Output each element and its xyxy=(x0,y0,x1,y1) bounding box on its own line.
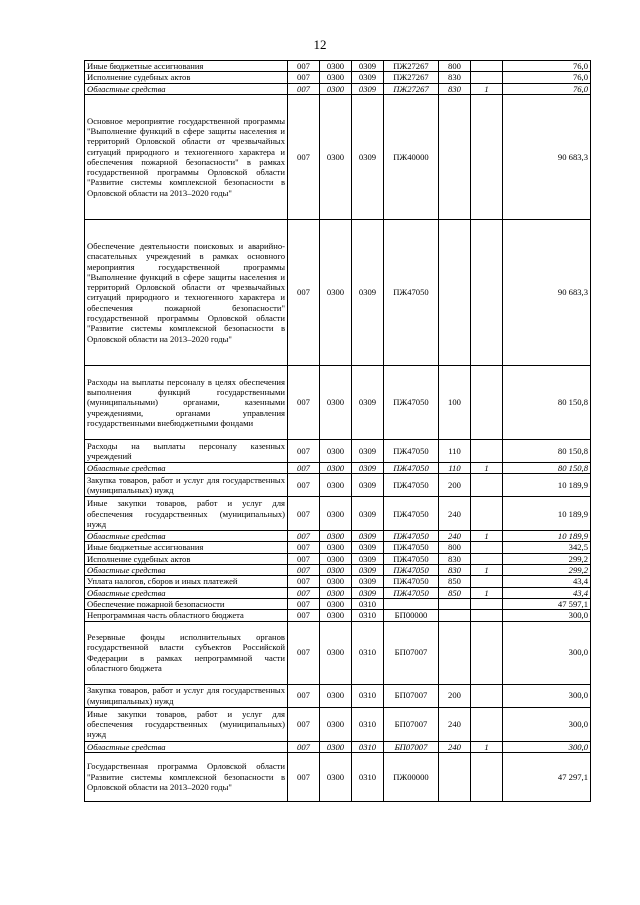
row-name-cell: Обеспечение деятельности поисковых и аварийно-спасательных учреждений в рамках основного мероприятия государственной программы "Выполнение функций в сфере защиты населения и территорий Орловской области от чрезвычайных ситуаций природного и техногенного характера и обеспечения пожарной безопасности" государственной программы Орловской области "Развитие системы комплексной безопасности в Орловской области на 2013–2020 годы" xyxy=(85,219,288,365)
row-rz-cell: 0300 xyxy=(320,531,352,542)
row-rz-cell: 0300 xyxy=(320,219,352,365)
row-name-cell: Иные бюджетные ассигнования xyxy=(85,542,288,553)
row-pr-cell: 0309 xyxy=(352,462,384,473)
row-pr-cell: 0310 xyxy=(352,610,384,621)
table-row xyxy=(85,741,591,752)
row-ved-cell: 007 xyxy=(288,565,320,576)
table-row xyxy=(85,83,591,94)
row-sum-cell: 76,0 xyxy=(503,83,591,94)
table-row xyxy=(85,542,591,553)
row-src-cell: 1 xyxy=(471,741,503,752)
budget-table-body xyxy=(85,61,591,802)
row-pr-cell: 0309 xyxy=(352,587,384,598)
row-ved-cell: 007 xyxy=(288,621,320,684)
row-rz-cell: 0300 xyxy=(320,553,352,564)
row-rz-cell: 0300 xyxy=(320,497,352,531)
row-csr-cell: ПЖ47050 xyxy=(384,365,439,439)
table-row xyxy=(85,610,591,621)
row-rz-cell: 0300 xyxy=(320,565,352,576)
table-row xyxy=(85,462,591,473)
row-csr-cell: БП07007 xyxy=(384,741,439,752)
row-src-cell: 1 xyxy=(471,83,503,94)
row-src-cell xyxy=(471,752,503,801)
table-row xyxy=(85,497,591,531)
row-vr-cell: 240 xyxy=(439,497,471,531)
row-vr-cell: 850 xyxy=(439,576,471,587)
row-vr-cell: 830 xyxy=(439,553,471,564)
row-rz-cell: 0300 xyxy=(320,474,352,497)
row-pr-cell: 0309 xyxy=(352,542,384,553)
row-name-cell: Непрограммная часть областного бюджета xyxy=(85,610,288,621)
row-sum-cell: 300,0 xyxy=(503,741,591,752)
row-pr-cell: 0310 xyxy=(352,752,384,801)
row-src-cell: 1 xyxy=(471,587,503,598)
row-rz-cell: 0300 xyxy=(320,610,352,621)
row-ved-cell: 007 xyxy=(288,219,320,365)
row-csr-cell: БП07007 xyxy=(384,684,439,707)
row-sum-cell: 90 683,3 xyxy=(503,94,591,219)
table-row xyxy=(85,553,591,564)
row-rz-cell: 0300 xyxy=(320,83,352,94)
row-sum-cell: 76,0 xyxy=(503,61,591,72)
row-name-cell: Областные средства xyxy=(85,531,288,542)
row-sum-cell: 80 150,8 xyxy=(503,365,591,439)
row-name-cell: Основное мероприятие государственной программы "Выполнение функций в сфере защиты населения и территорий Орловской области от чрезвычайных ситуаций природного и техногенного характера и обеспечения пожарной безопасности" в рамках государственной программы Орловской области "Развитие системы комплексной безопасности в Орловской области на 2013–2020 годы" xyxy=(85,94,288,219)
row-sum-cell: 47 597,1 xyxy=(503,598,591,609)
row-name-cell: Расходы на выплаты персоналу в целях обеспечения выполнения функций государственными (муниципальными) органами, казенными учреждениями, органами управления государственными внебюджетными фондами xyxy=(85,365,288,439)
row-pr-cell: 0310 xyxy=(352,684,384,707)
row-pr-cell: 0309 xyxy=(352,474,384,497)
row-csr-cell: ПЖ27267 xyxy=(384,61,439,72)
row-csr-cell: ПЖ47050 xyxy=(384,462,439,473)
row-ved-cell: 007 xyxy=(288,542,320,553)
row-vr-cell: 200 xyxy=(439,684,471,707)
row-name-cell: Областные средства xyxy=(85,83,288,94)
row-rz-cell: 0300 xyxy=(320,576,352,587)
row-sum-cell: 300,0 xyxy=(503,707,591,741)
row-ved-cell: 007 xyxy=(288,741,320,752)
row-sum-cell: 10 189,9 xyxy=(503,474,591,497)
row-pr-cell: 0310 xyxy=(352,741,384,752)
table-row xyxy=(85,752,591,801)
row-csr-cell: ПЖ47050 xyxy=(384,587,439,598)
table-row xyxy=(85,439,591,462)
row-rz-cell: 0300 xyxy=(320,72,352,83)
row-vr-cell: 240 xyxy=(439,707,471,741)
row-vr-cell: 200 xyxy=(439,474,471,497)
row-src-cell xyxy=(471,61,503,72)
row-pr-cell: 0309 xyxy=(352,219,384,365)
row-vr-cell: 800 xyxy=(439,542,471,553)
row-vr-cell: 850 xyxy=(439,587,471,598)
row-pr-cell: 0310 xyxy=(352,621,384,684)
row-csr-cell xyxy=(384,598,439,609)
row-csr-cell: ПЖ47050 xyxy=(384,542,439,553)
row-pr-cell: 0310 xyxy=(352,707,384,741)
row-name-cell: Обеспечение пожарной безопасности xyxy=(85,598,288,609)
row-sum-cell: 10 189,9 xyxy=(503,497,591,531)
row-sum-cell: 300,0 xyxy=(503,621,591,684)
row-vr-cell: 830 xyxy=(439,565,471,576)
row-pr-cell: 0309 xyxy=(352,72,384,83)
row-rz-cell: 0300 xyxy=(320,707,352,741)
row-pr-cell: 0309 xyxy=(352,576,384,587)
budget-table xyxy=(84,60,591,802)
row-name-cell: Иные закупки товаров, работ и услуг для обеспечения государственных (муниципальных) нужд xyxy=(85,707,288,741)
row-csr-cell: ПЖ47050 xyxy=(384,439,439,462)
row-src-cell xyxy=(471,553,503,564)
row-rz-cell: 0300 xyxy=(320,741,352,752)
row-pr-cell: 0309 xyxy=(352,531,384,542)
row-name-cell: Областные средства xyxy=(85,587,288,598)
row-csr-cell: ПЖ47050 xyxy=(384,565,439,576)
row-rz-cell: 0300 xyxy=(320,752,352,801)
row-rz-cell: 0300 xyxy=(320,439,352,462)
row-csr-cell: ПЖ47050 xyxy=(384,219,439,365)
row-ved-cell: 007 xyxy=(288,365,320,439)
row-csr-cell: ПЖ00000 xyxy=(384,752,439,801)
row-src-cell xyxy=(471,621,503,684)
row-rz-cell: 0300 xyxy=(320,462,352,473)
row-csr-cell: БП07007 xyxy=(384,621,439,684)
row-csr-cell: ПЖ47050 xyxy=(384,576,439,587)
row-ved-cell: 007 xyxy=(288,587,320,598)
row-src-cell xyxy=(471,439,503,462)
row-name-cell: Областные средства xyxy=(85,462,288,473)
row-pr-cell: 0309 xyxy=(352,439,384,462)
row-name-cell: Исполнение судебных актов xyxy=(85,72,288,83)
row-vr-cell: 110 xyxy=(439,439,471,462)
row-pr-cell: 0309 xyxy=(352,365,384,439)
table-row xyxy=(85,707,591,741)
row-sum-cell: 300,0 xyxy=(503,610,591,621)
row-name-cell: Резервные фонды исполнительных органов государственной власти субъектов Российской Федерации в рамках непрограммной части областного бюджета xyxy=(85,621,288,684)
row-name-cell: Закупка товаров, работ и услуг для государственных (муниципальных) нужд xyxy=(85,684,288,707)
row-sum-cell: 300,0 xyxy=(503,684,591,707)
row-sum-cell: 342,5 xyxy=(503,542,591,553)
row-sum-cell: 76,0 xyxy=(503,72,591,83)
row-vr-cell: 240 xyxy=(439,531,471,542)
table-row xyxy=(85,61,591,72)
row-rz-cell: 0300 xyxy=(320,94,352,219)
row-pr-cell: 0309 xyxy=(352,61,384,72)
row-csr-cell: БП07007 xyxy=(384,707,439,741)
page-number: 12 xyxy=(313,37,327,52)
row-pr-cell: 0309 xyxy=(352,553,384,564)
row-ved-cell: 007 xyxy=(288,576,320,587)
row-sum-cell: 80 150,8 xyxy=(503,462,591,473)
row-vr-cell: 830 xyxy=(439,83,471,94)
row-ved-cell: 007 xyxy=(288,598,320,609)
row-csr-cell: ПЖ47050 xyxy=(384,497,439,531)
row-sum-cell: 90 683,3 xyxy=(503,219,591,365)
row-sum-cell: 43,4 xyxy=(503,587,591,598)
row-ved-cell: 007 xyxy=(288,684,320,707)
row-vr-cell xyxy=(439,598,471,609)
row-src-cell xyxy=(471,72,503,83)
row-src-cell xyxy=(471,542,503,553)
row-ved-cell: 007 xyxy=(288,61,320,72)
row-rz-cell: 0300 xyxy=(320,598,352,609)
row-rz-cell: 0300 xyxy=(320,621,352,684)
row-vr-cell: 800 xyxy=(439,61,471,72)
table-row xyxy=(85,621,591,684)
row-rz-cell: 0300 xyxy=(320,684,352,707)
row-vr-cell xyxy=(439,94,471,219)
table-row xyxy=(85,72,591,83)
row-csr-cell: ПЖ47050 xyxy=(384,531,439,542)
row-src-cell: 1 xyxy=(471,531,503,542)
row-sum-cell: 299,2 xyxy=(503,565,591,576)
row-csr-cell: ПЖ27267 xyxy=(384,83,439,94)
table-row xyxy=(85,565,591,576)
table-row xyxy=(85,531,591,542)
row-src-cell xyxy=(471,497,503,531)
row-name-cell: Закупка товаров, работ и услуг для государственных (муниципальных) нужд xyxy=(85,474,288,497)
row-rz-cell: 0300 xyxy=(320,365,352,439)
row-pr-cell: 0309 xyxy=(352,83,384,94)
row-ved-cell: 007 xyxy=(288,439,320,462)
row-ved-cell: 007 xyxy=(288,707,320,741)
row-vr-cell: 240 xyxy=(439,741,471,752)
row-vr-cell xyxy=(439,219,471,365)
row-vr-cell: 100 xyxy=(439,365,471,439)
row-ved-cell: 007 xyxy=(288,72,320,83)
row-ved-cell: 007 xyxy=(288,83,320,94)
row-ved-cell: 007 xyxy=(288,752,320,801)
row-name-cell: Областные средства xyxy=(85,565,288,576)
row-sum-cell: 10 189,9 xyxy=(503,531,591,542)
row-ved-cell: 007 xyxy=(288,474,320,497)
row-csr-cell: ПЖ27267 xyxy=(384,72,439,83)
row-vr-cell xyxy=(439,752,471,801)
table-row xyxy=(85,684,591,707)
row-ved-cell: 007 xyxy=(288,553,320,564)
row-sum-cell: 80 150,8 xyxy=(503,439,591,462)
row-name-cell: Областные средства xyxy=(85,741,288,752)
row-src-cell: 1 xyxy=(471,462,503,473)
row-src-cell xyxy=(471,610,503,621)
row-name-cell: Исполнение судебных актов xyxy=(85,553,288,564)
row-rz-cell: 0300 xyxy=(320,542,352,553)
row-ved-cell: 007 xyxy=(288,531,320,542)
row-rz-cell: 0300 xyxy=(320,61,352,72)
row-src-cell xyxy=(471,598,503,609)
row-ved-cell: 007 xyxy=(288,497,320,531)
row-name-cell: Государственная программа Орловской области "Развитие системы комплексной безопасности в Орловской области на 2013–2020 годы" xyxy=(85,752,288,801)
row-pr-cell: 0309 xyxy=(352,565,384,576)
row-ved-cell: 007 xyxy=(288,462,320,473)
row-vr-cell xyxy=(439,610,471,621)
row-src-cell xyxy=(471,94,503,219)
table-row xyxy=(85,219,591,365)
row-csr-cell: ПЖ47050 xyxy=(384,474,439,497)
table-row xyxy=(85,576,591,587)
row-name-cell: Иные закупки товаров, работ и услуг для обеспечения государственных (муниципальных) нужд xyxy=(85,497,288,531)
row-pr-cell: 0309 xyxy=(352,497,384,531)
row-sum-cell: 47 297,1 xyxy=(503,752,591,801)
row-ved-cell: 007 xyxy=(288,610,320,621)
row-csr-cell: ПЖ47050 xyxy=(384,553,439,564)
row-src-cell xyxy=(471,684,503,707)
row-src-cell xyxy=(471,707,503,741)
row-vr-cell xyxy=(439,621,471,684)
table-row xyxy=(85,598,591,609)
table-row xyxy=(85,587,591,598)
row-name-cell: Иные бюджетные ассигнования xyxy=(85,61,288,72)
row-rz-cell: 0300 xyxy=(320,587,352,598)
table-row xyxy=(85,94,591,219)
row-vr-cell: 830 xyxy=(439,72,471,83)
row-pr-cell: 0310 xyxy=(352,598,384,609)
row-csr-cell: ПЖ40000 xyxy=(384,94,439,219)
row-sum-cell: 43,4 xyxy=(503,576,591,587)
row-name-cell: Расходы на выплаты персоналу казенных учреждений xyxy=(85,439,288,462)
row-ved-cell: 007 xyxy=(288,94,320,219)
table-row xyxy=(85,474,591,497)
row-vr-cell: 110 xyxy=(439,462,471,473)
row-src-cell xyxy=(471,474,503,497)
row-src-cell xyxy=(471,219,503,365)
row-name-cell: Уплата налогов, сборов и иных платежей xyxy=(85,576,288,587)
row-src-cell xyxy=(471,365,503,439)
table-row xyxy=(85,365,591,439)
row-src-cell: 1 xyxy=(471,565,503,576)
row-csr-cell: БП00000 xyxy=(384,610,439,621)
row-pr-cell: 0309 xyxy=(352,94,384,219)
row-src-cell xyxy=(471,576,503,587)
row-sum-cell: 299,2 xyxy=(503,553,591,564)
